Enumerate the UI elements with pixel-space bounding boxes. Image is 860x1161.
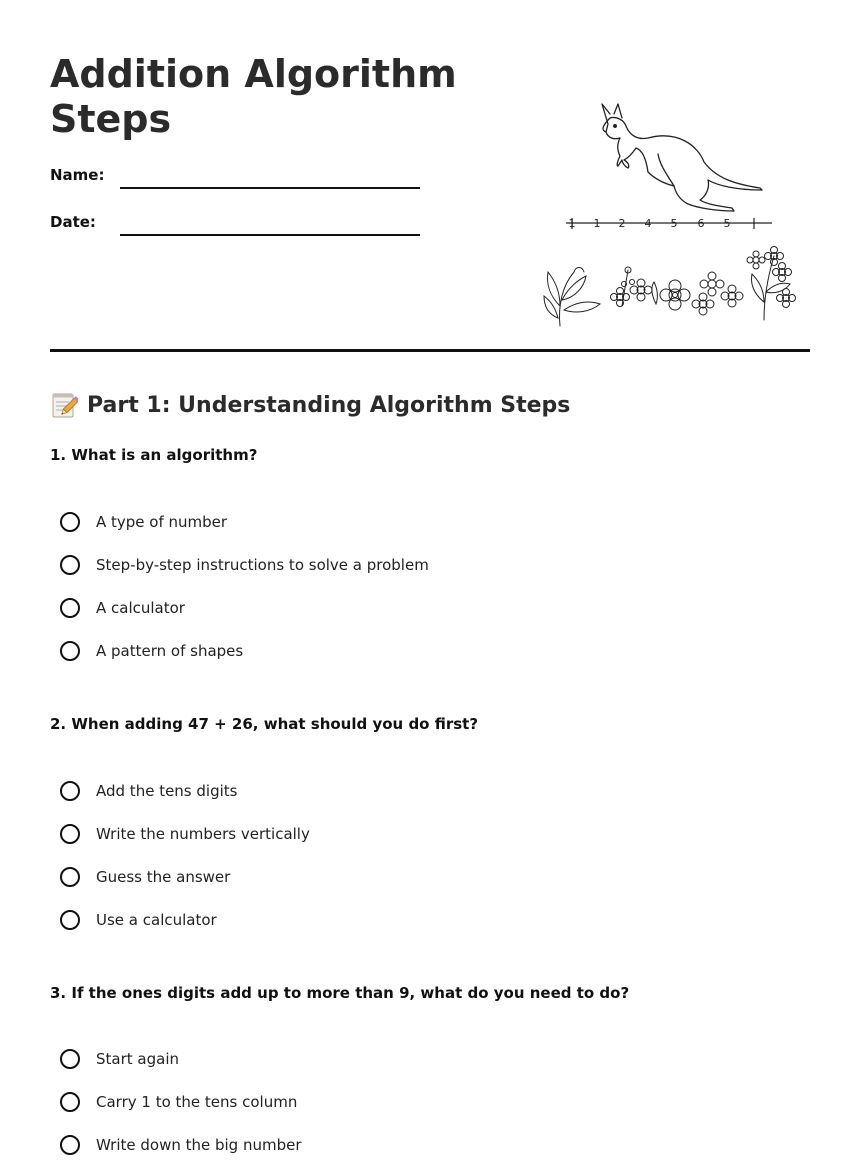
number-line-label: 6 [697, 217, 705, 230]
option-label: Start again [96, 1050, 179, 1068]
option-label: Use a calculator [96, 911, 217, 929]
worksheet-illustration [538, 96, 798, 328]
option-label: Step-by-step instructions to solve a problem [96, 556, 429, 574]
option-label: Write down the big number [96, 1136, 302, 1154]
number-line-label: 4 [644, 217, 652, 230]
number-line-label: 1 [593, 217, 601, 230]
radio-button[interactable] [60, 1092, 80, 1112]
radio-button[interactable] [60, 910, 80, 930]
option-label: A pattern of shapes [96, 642, 244, 660]
option-label: Add the tens digits [96, 782, 238, 800]
radio-button[interactable] [60, 641, 80, 661]
answer-option[interactable] [60, 510, 227, 534]
answer-option[interactable] [60, 822, 310, 846]
section-heading-text: Part 1: Understanding Algorithm Steps [87, 392, 571, 418]
memo-icon [50, 391, 78, 419]
option-label: A calculator [96, 599, 185, 617]
section-heading [50, 388, 570, 422]
answer-option[interactable] [60, 779, 237, 803]
option-label: Guess the answer [96, 868, 231, 886]
radio-button[interactable] [60, 598, 80, 618]
radio-button[interactable] [60, 512, 80, 532]
number-line [566, 217, 772, 230]
flowers-icon [544, 247, 796, 327]
radio-button[interactable] [60, 1049, 80, 1069]
radio-button[interactable] [60, 1135, 80, 1155]
number-line-label: 2 [618, 217, 626, 230]
option-label: Write the numbers vertically [96, 825, 310, 843]
page-title: Addition Algorithm Steps [50, 52, 457, 141]
radio-button[interactable] [60, 781, 80, 801]
answer-option[interactable] [60, 908, 217, 932]
answer-option[interactable] [60, 1090, 297, 1114]
name-label: Name: [50, 166, 105, 184]
answer-option[interactable] [60, 1133, 302, 1157]
number-line-label: 5 [723, 217, 731, 230]
answer-option[interactable] [60, 553, 429, 577]
answer-option[interactable] [60, 639, 243, 663]
answer-option[interactable] [60, 1047, 179, 1071]
date-label: Date: [50, 213, 96, 231]
question-2: 2. When adding 47 + 26, what should you do first? [50, 715, 479, 733]
answer-option[interactable] [60, 596, 185, 620]
radio-button[interactable] [60, 867, 80, 887]
name-field[interactable] [120, 187, 420, 189]
number-line-label: 5 [670, 217, 678, 230]
option-label: Carry 1 to the tens column [96, 1093, 298, 1111]
question-1: 1. What is an algorithm? [50, 446, 258, 464]
answer-option[interactable] [60, 865, 230, 889]
question-3: 3. If the ones digits add up to more than 9, what do you need to do? [50, 984, 630, 1002]
radio-button[interactable] [60, 824, 80, 844]
kangaroo-icon [602, 104, 762, 211]
date-field[interactable] [120, 234, 420, 236]
number-line-label: 1 [568, 217, 576, 230]
section-divider [50, 349, 810, 352]
radio-button[interactable] [60, 555, 80, 575]
option-label: A type of number [96, 513, 228, 531]
